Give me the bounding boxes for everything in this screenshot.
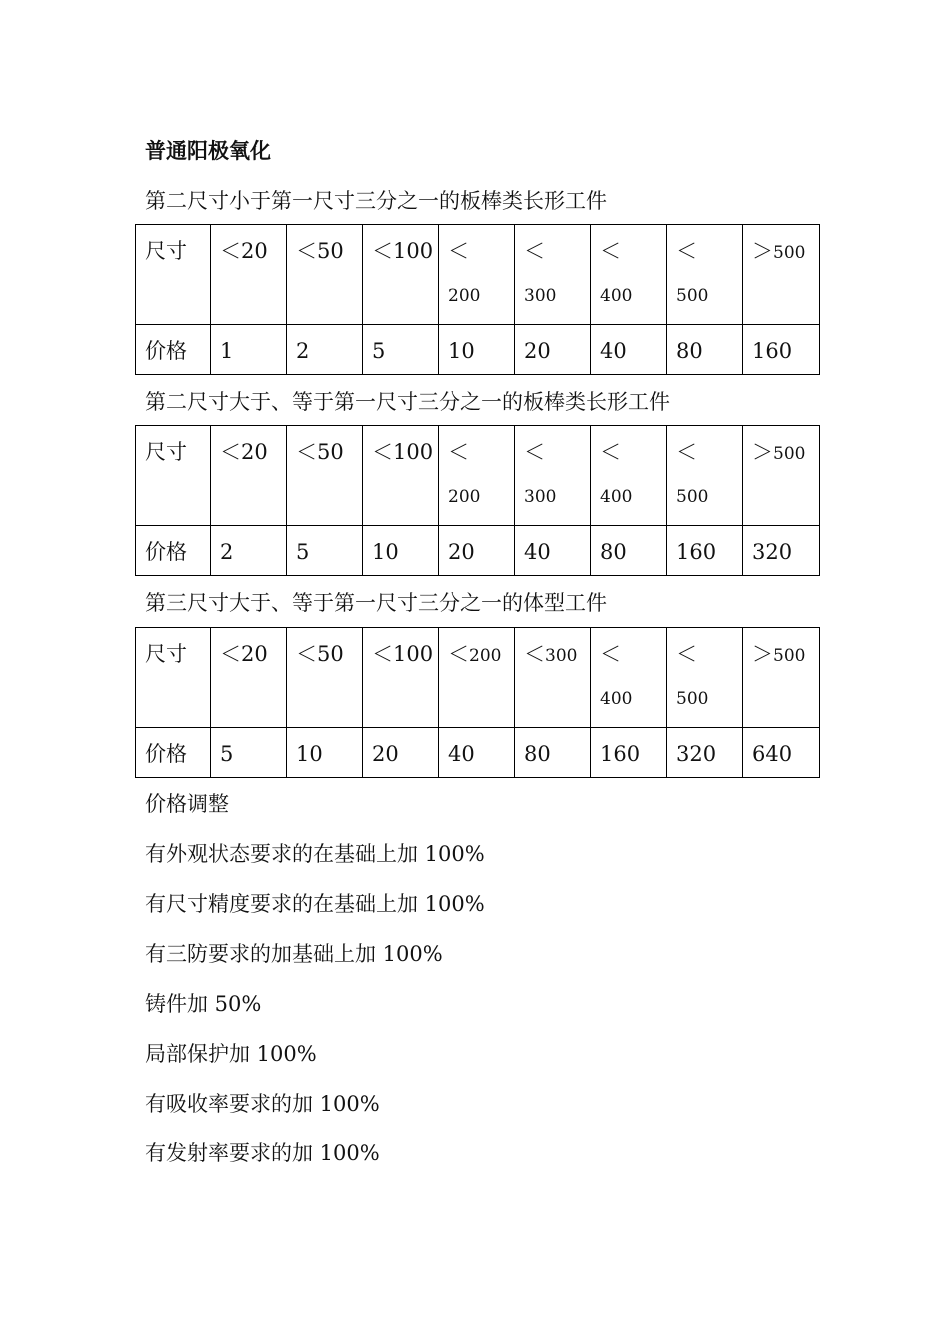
price-row xyxy=(136,526,820,576)
adjustment-item: 有外观状态要求的在基础上加 100% xyxy=(145,842,485,866)
price-row xyxy=(136,728,820,778)
price-label-cell: 价格 xyxy=(136,325,211,375)
price-cell: 10 xyxy=(287,728,363,778)
size-row xyxy=(136,225,820,325)
size-row xyxy=(136,426,820,526)
price-cell: 160 xyxy=(667,526,743,576)
size-cell: ＜ 500 xyxy=(667,225,743,325)
table-3-caption: 第三尺寸大于、等于第一尺寸三分之一的体型工件 xyxy=(145,591,607,615)
price-table-1 xyxy=(135,224,820,375)
adjustment-item: 有发射率要求的加 100% xyxy=(145,1141,380,1165)
size-cell: ＞500 xyxy=(743,426,820,526)
price-cell: 20 xyxy=(515,325,591,375)
price-cell: 10 xyxy=(363,526,439,576)
size-label-cell: 尺寸 xyxy=(136,628,211,728)
price-cell: 80 xyxy=(591,526,667,576)
price-row xyxy=(136,325,820,375)
price-cell: 80 xyxy=(515,728,591,778)
size-cell: ＜ 400 xyxy=(591,628,667,728)
price-cell: 5 xyxy=(287,526,363,576)
adjustment-item: 有尺寸精度要求的在基础上加 100% xyxy=(145,892,485,916)
price-cell: 320 xyxy=(667,728,743,778)
size-cell: ＞500 xyxy=(743,628,820,728)
size-cell: ＜ 500 xyxy=(667,628,743,728)
size-cell: ＜ 400 xyxy=(591,225,667,325)
adjustments-title: 价格调整 xyxy=(145,792,229,816)
size-cell: ＜50 xyxy=(287,426,363,526)
size-cell: ＜20 xyxy=(211,628,287,728)
adjustment-item: 铸件加 50% xyxy=(145,992,262,1016)
price-cell: 1 xyxy=(211,325,287,375)
size-cell: ＜20 xyxy=(211,225,287,325)
price-cell: 5 xyxy=(363,325,439,375)
adjustment-item: 局部保护加 100% xyxy=(145,1042,317,1066)
size-cell: ＜20 xyxy=(211,426,287,526)
size-cell: ＜ 300 xyxy=(515,225,591,325)
price-cell: 40 xyxy=(515,526,591,576)
size-cell: ＜100 xyxy=(363,225,439,325)
size-cell: ＞500 xyxy=(743,225,820,325)
size-cell: ＜50 xyxy=(287,628,363,728)
adjustment-item: 有三防要求的加基础上加 100% xyxy=(145,942,443,966)
size-cell: ＜ 200 xyxy=(439,426,515,526)
size-row xyxy=(136,628,820,728)
size-cell: ＜ 300 xyxy=(515,426,591,526)
price-cell: 5 xyxy=(211,728,287,778)
price-cell: 2 xyxy=(287,325,363,375)
size-cell: ＜ 200 xyxy=(439,225,515,325)
table-1-caption: 第二尺寸小于第一尺寸三分之一的板棒类长形工件 xyxy=(145,189,607,213)
size-cell: ＜ 500 xyxy=(667,426,743,526)
table-2-caption: 第二尺寸大于、等于第一尺寸三分之一的板棒类长形工件 xyxy=(145,390,670,414)
size-cell: ＜300 xyxy=(515,628,591,728)
price-cell: 40 xyxy=(591,325,667,375)
adjustment-item: 有吸收率要求的加 100% xyxy=(145,1092,380,1116)
price-cell: 40 xyxy=(439,728,515,778)
price-table-3 xyxy=(135,627,820,778)
price-cell: 320 xyxy=(743,526,820,576)
price-table-2 xyxy=(135,425,820,576)
price-cell: 2 xyxy=(211,526,287,576)
size-label-cell: 尺寸 xyxy=(136,225,211,325)
size-cell: ＜50 xyxy=(287,225,363,325)
page-title: 普通阳极氧化 xyxy=(145,138,271,163)
price-cell: 640 xyxy=(743,728,820,778)
price-cell: 160 xyxy=(591,728,667,778)
price-cell: 80 xyxy=(667,325,743,375)
size-cell: ＜100 xyxy=(363,628,439,728)
price-label-cell: 价格 xyxy=(136,526,211,576)
size-label-cell: 尺寸 xyxy=(136,426,211,526)
size-cell: ＜200 xyxy=(439,628,515,728)
price-cell: 20 xyxy=(439,526,515,576)
size-cell: ＜100 xyxy=(363,426,439,526)
price-cell: 10 xyxy=(439,325,515,375)
size-cell: ＜ 400 xyxy=(591,426,667,526)
price-cell: 160 xyxy=(743,325,820,375)
price-label-cell: 价格 xyxy=(136,728,211,778)
price-cell: 20 xyxy=(363,728,439,778)
